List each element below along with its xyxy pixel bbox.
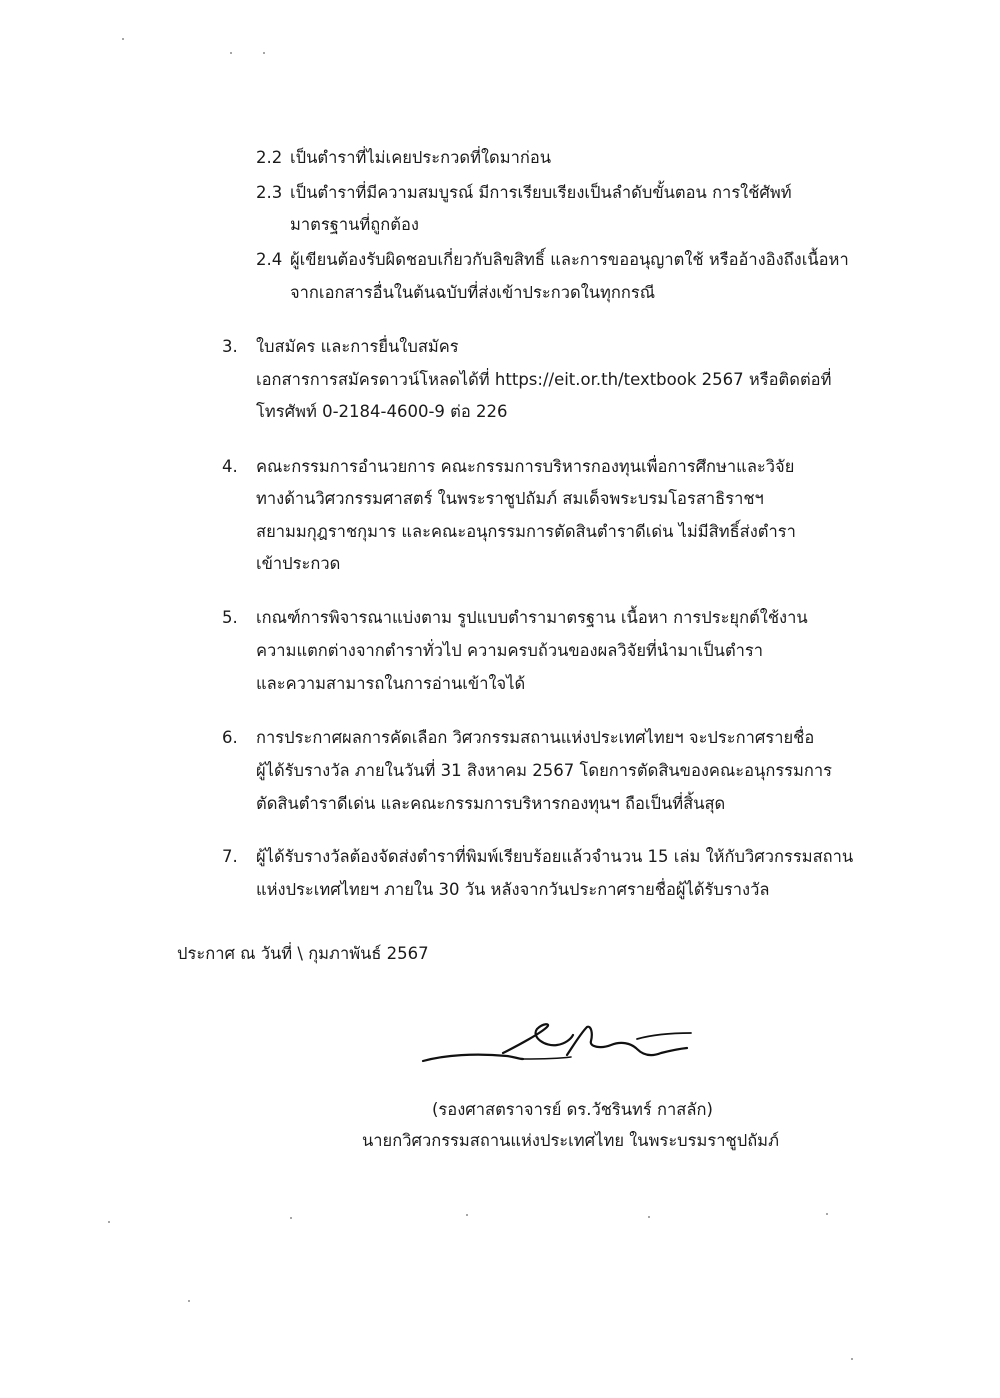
scan-speck (826, 1213, 828, 1215)
scan-speck (230, 52, 232, 54)
item-2-4-text-line1: ผู้เขียนต้องรับผิดชอบเกี่ยวกับลิขสิทธิ์ และการขออนุญาตใช้ หรืออ้างอิงถึงเนื้อหา (290, 250, 849, 269)
section-7-number: 7. (222, 847, 238, 866)
signature-image (415, 1015, 705, 1075)
item-2-4-number: 2.4 (256, 250, 283, 269)
scan-speck (188, 1300, 190, 1302)
scan-speck (648, 1216, 650, 1218)
section-4-text-line1: คณะกรรมการอำนวยการ คณะกรรมการบริหารกองทุนเพื่อการศึกษาและวิจัย (256, 457, 795, 476)
section-6-text-line1: การประกาศผลการคัดเลือก วิศวกรรมสถานแห่งประเทศไทยฯ จะประกาศรายชื่อ (256, 728, 815, 747)
section-3-number: 3. (222, 337, 238, 356)
section-5-text-line2: ความแตกต่างจากตำราทั่วไป ความครบถ้วนของผลวิจัยที่นำมาเป็นตำรา (256, 641, 764, 660)
announcement-date: ประกาศ ณ วันที่ \ กุมภาพันธ์ 2567 (177, 944, 429, 963)
signatory-title: นายกวิศวกรรมสถานแห่งประเทศไทย ในพระบรมราชูปถัมภ์ (362, 1131, 779, 1150)
section-3-text-line3: โทรศัพท์ 0-2184-4600-9 ต่อ 226 (256, 402, 508, 421)
section-7-text-line1: ผู้ได้รับรางวัลต้องจัดส่งตำราที่พิมพ์เรียบร้อยแล้วจำนวน 15 เล่ม ให้กับวิศวกรรมสถาน (256, 847, 854, 866)
section-5-number: 5. (222, 608, 238, 627)
section-4-text-line2: ทางด้านวิศวกรรมศาสตร์ ในพระราชูปถัมภ์ สมเด็จพระบรมโอรสาธิราชฯ (256, 489, 764, 508)
section-5-text-line1: เกณฑ์การพิจารณาแบ่งตาม รูปแบบตำรามาตรฐาน เนื้อหา การประยุกต์ใช้งาน (256, 608, 808, 627)
item-2-3-number: 2.3 (256, 183, 283, 202)
section-3-text-line2: เอกสารการสมัครดาวน์โหลดได้ที่ https://eit.or.th/textbook 2567 หรือติดต่อที่ (256, 370, 832, 389)
item-2-4-text-line2: จากเอกสารอื่นในต้นฉบับที่ส่งเข้าประกวดในทุกกรณี (290, 283, 656, 302)
section-3-heading: ใบสมัคร และการยื่นใบสมัคร (256, 337, 459, 356)
scan-speck (108, 1221, 110, 1223)
section-6-text-line2: ผู้ได้รับรางวัล ภายในวันที่ 31 สิงหาคม 2567 โดยการตัดสินของคณะอนุกรรมการ (256, 761, 833, 780)
scan-speck (851, 1358, 853, 1360)
item-2-3-text-line2: มาตรฐานที่ถูกต้อง (290, 215, 419, 234)
item-2-3-text-line1: เป็นตำราที่มีความสมบูรณ์ มีการเรียบเรียงเป็นลำดับขั้นตอน การใช้ศัพท์ (290, 183, 792, 202)
item-2-2-number: 2.2 (256, 148, 283, 167)
section-6-text-line3: ตัดสินตำราดีเด่น และคณะกรรมการบริหารกองทุนฯ ถือเป็นที่สิ้นสุด (256, 794, 726, 813)
section-4-number: 4. (222, 457, 238, 476)
scan-speck (466, 1214, 468, 1216)
section-5-text-line3: และความสามารถในการอ่านเข้าใจได้ (256, 674, 526, 693)
section-7-text-line2: แห่งประเทศไทยฯ ภายใน 30 วัน หลังจากวันประกาศรายชื่อผู้ได้รับรางวัล (256, 880, 770, 899)
item-2-2-text: เป็นตำราที่ไม่เคยประกวดที่ใดมาก่อน (290, 148, 552, 167)
signatory-name: (รองศาสตราจารย์ ดร.วัชรินทร์ กาสลัก) (432, 1100, 713, 1119)
section-4-text-line4: เข้าประกวด (256, 554, 341, 573)
section-4-text-line3: สยามมกุฎราชกุมาร และคณะอนุกรรมการตัดสินตำราดีเด่น ไม่มีสิทธิ์ส่งตำรา (256, 522, 796, 541)
scan-speck (290, 1217, 292, 1219)
scan-speck (122, 38, 124, 40)
scan-speck (263, 52, 265, 54)
section-6-number: 6. (222, 728, 238, 747)
